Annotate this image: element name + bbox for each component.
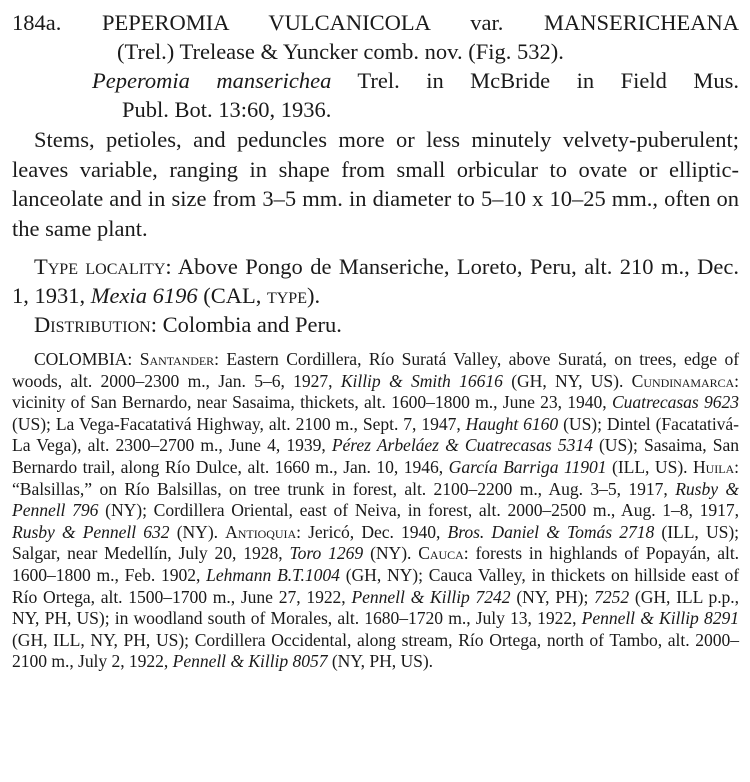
specimen-text: (US); La Vega-Facatativá Highway, alt. 2100 m., Sept. 7, 1947, [12, 413, 466, 434]
species-description: Stems, petioles, and peduncles more or less minutely velvety-puberulent; leaves variable, ranging in shape from small orbicular to ovate or elliptic-lanceolate and in size from 3–5 mm. in diameter to 5–10 x 10–25 mm., often on the same plant. [12, 127, 739, 241]
specimen-collector: Pennell & Killip 8291 [581, 608, 739, 629]
specimen-department: Cundinamarca [631, 370, 735, 391]
specimen-text: (NY); Cordillera Oriental, east of Neiva, in forest, alt. 2000–2500 m., Aug. 1–8, 1917, [98, 500, 739, 521]
specimen-department: Antioquia [225, 521, 297, 542]
type-locality-label: Type locality [34, 254, 166, 279]
specimen-collector: García Barriga 11901 [448, 456, 607, 477]
specimen-department: Cauca [418, 543, 464, 564]
specimen-text: (NY). [169, 521, 226, 542]
type-locality [12, 252, 739, 310]
type-close: ). [306, 283, 321, 308]
specimen-text: : forests in highlands of Popayán, alt. 1600–1800 m., Feb. 1902, [12, 543, 740, 585]
specimen-list [12, 349, 739, 673]
distribution [12, 310, 739, 339]
specimen-text: (GH, NY); Cauca Valley, in thickets on hillside east of Río Ortega, alt. 1500–1700 m., June 27, 1922, [12, 564, 740, 607]
type-locality-text: : Above Pongo de Manseriche, Loreto, Peru, alt. 210 m., Dec. 1, 1931, [12, 254, 739, 308]
specimen-collector: Pennell & Killip 7242 [351, 586, 511, 607]
species-heading-authority: (Trel.) Trelease & Yuncker comb. nov. (Fig. 532). [117, 39, 564, 64]
specimen-text: (GH, ILL, NY, PH, US); Cordillera Occidental, along stream, Río Ortega, north of Tambo, alt. 2000–2100 m., July 2, 1922, [12, 629, 739, 672]
specimen-department: Santander [139, 349, 215, 369]
specimen-text: (GH, ILL p.p., NY, PH, US); in woodland south of Morales, alt. 1680–1720 m., July 13, 1922, [12, 586, 739, 629]
specimen-text: (US); Dintel (Facatativá-La Vega), alt. 2300–2700 m., June 4, 1939, [12, 413, 739, 456]
specimen-text: : Jericó, Dec. 1940, [296, 521, 448, 542]
synonym-publication-line2: Publ. Bot. 13:60, 1936. [122, 97, 332, 122]
specimen-text: : vicinity of San Bernardo, near Sasaima, thickets, alt. 1600–1800 m., June 23, 1940, [12, 370, 739, 413]
specimen-text: (GH, NY, US). [502, 370, 632, 391]
specimen-collector: Lehmann B.T.1004 [206, 564, 340, 585]
specimen-text: : “Balsillas,” on Río Balsillas, on tree trunk in forest, alt. 2100–2200 m., Aug. 3–5, 1917, [12, 456, 739, 499]
specimen-collector: Rusby & Pennell 796 [12, 478, 740, 521]
specimen-text: (US); Sasaima, San Bernardo trail, along Río Dulce, alt. 1660 m., Jan. 10, 1946, [12, 435, 740, 477]
specimen-collector: Pérez Arbeláez & Cuatrecasas 5314 [331, 435, 593, 456]
specimen-text: (ILL, US); Salgar, near Medellín, July 20, 1928, [12, 521, 739, 564]
specimen-text: COLOMBIA: [34, 349, 140, 369]
type-herbarium: (CAL, [197, 283, 267, 308]
specimen-department: Huila [693, 456, 735, 477]
specimen-text: (NY, PH, US). [327, 651, 434, 672]
specimen-text: : Eastern Cordillera, Río Suratá Valley, above Suratá, on trees, edge of woods, alt. 2000–2300 m., Jan. 5–6, 1927, [12, 349, 739, 391]
specimen-collector: Rusby & Pennell 632 [12, 521, 170, 542]
specimen-collector: Bros. Daniel & Tomás 2718 [447, 521, 655, 542]
species-heading: 184a. PEPEROMIA VULCANICOLA var. MANSERICHEANA [12, 10, 739, 35]
specimen-text: (ILL, US). [606, 456, 694, 477]
specimen-collector: Haught 6160 [465, 413, 559, 434]
specimen-collector: Cuatrecasas 9623 [611, 392, 739, 413]
synonym-publication: Trel. in McBride in Field Mus. [331, 68, 739, 93]
synonym-name: Peperomia manserichea [92, 68, 332, 93]
specimen-text: (NY, PH); [510, 586, 595, 607]
synonym-citation [12, 66, 739, 95]
specimen-text: (NY). [363, 543, 419, 564]
specimen-collector: Toro 1269 [289, 543, 364, 564]
type-collector: Mexia 6196 [90, 283, 198, 308]
specimen-collector: Killip & Smith 16616 [340, 370, 503, 391]
specimen-collector: 7252 [594, 586, 630, 607]
type-word: type [266, 283, 307, 308]
specimen-collector: Pennell & Killip 8057 [172, 651, 328, 672]
distribution-text: : Colombia and Peru. [150, 312, 342, 337]
distribution-label: Distribution [34, 312, 151, 337]
